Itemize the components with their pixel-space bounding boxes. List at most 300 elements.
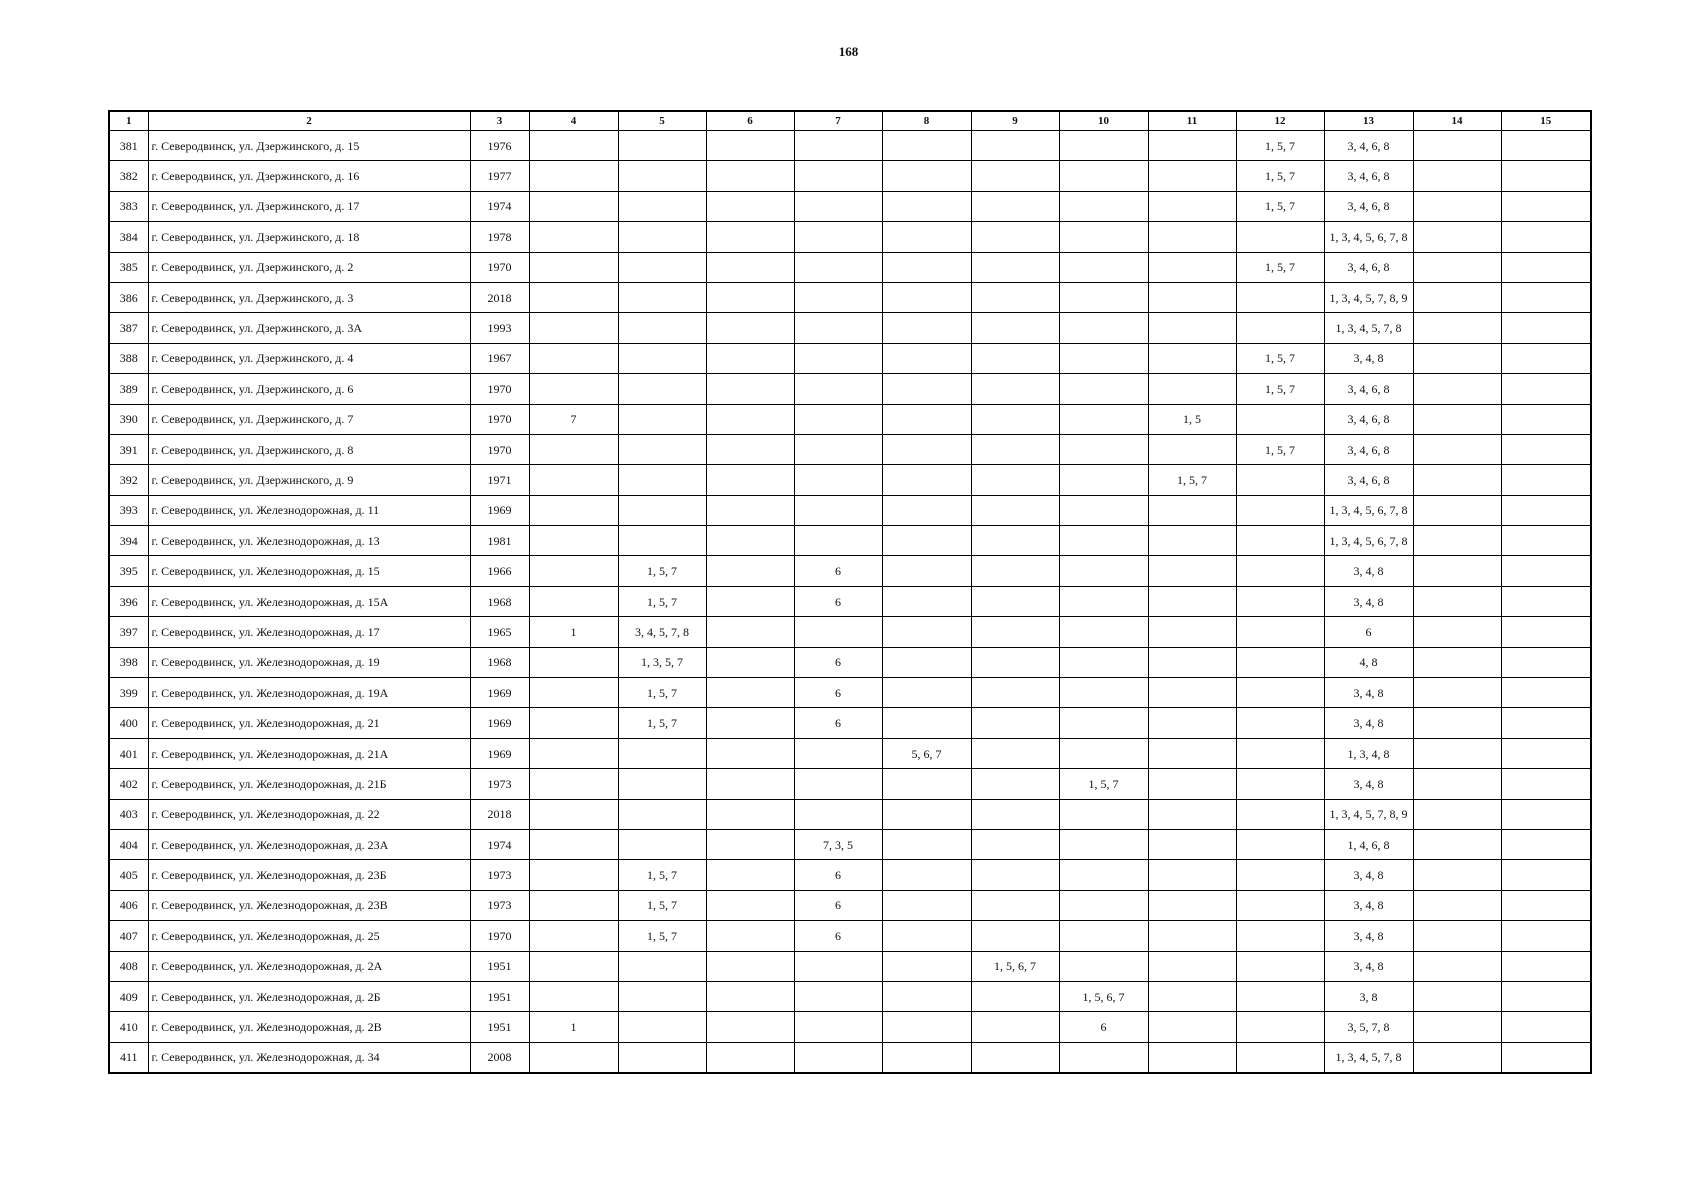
- table-row: [109, 434, 1591, 464]
- address-cell: г. Северодвинск, ул. Железнодорожная, д. 21А: [148, 738, 470, 768]
- col-15-cell: [1501, 404, 1591, 434]
- col-9-cell: [971, 282, 1059, 312]
- col-10-cell: [1059, 586, 1148, 616]
- address-cell: г. Северодвинск, ул. Дзержинского, д. 18: [148, 222, 470, 252]
- col-15-cell: [1501, 495, 1591, 525]
- row-number-cell: 400: [109, 708, 148, 738]
- table-row: [109, 586, 1591, 616]
- header-cell-col-1: 1: [109, 111, 148, 131]
- col-5-cell: 1, 3, 5, 7: [618, 647, 706, 677]
- col-6-cell: [706, 343, 794, 373]
- col-10-cell: [1059, 829, 1148, 859]
- col-10-cell: [1059, 890, 1148, 920]
- col-11-cell: 1, 5: [1148, 404, 1236, 434]
- row-number-cell: 399: [109, 678, 148, 708]
- col-7-cell: 6: [794, 556, 882, 586]
- col-4-cell: [529, 1042, 618, 1073]
- col-13-cell: 1, 3, 4, 5, 6, 7, 8: [1324, 495, 1413, 525]
- col-14-cell: [1413, 434, 1501, 464]
- col-15-cell: [1501, 434, 1591, 464]
- col-4-cell: [529, 465, 618, 495]
- table-row: [109, 313, 1591, 343]
- col-4-cell: [529, 374, 618, 404]
- year-cell: 1967: [470, 343, 529, 373]
- col-15-cell: [1501, 921, 1591, 951]
- col-8-cell: [882, 708, 971, 738]
- year-cell: 2018: [470, 799, 529, 829]
- col-10-cell: [1059, 495, 1148, 525]
- col-13-cell: 3, 4, 6, 8: [1324, 131, 1413, 161]
- col-7-cell: [794, 526, 882, 556]
- header-cell-col-10: 10: [1059, 111, 1148, 131]
- col-9-cell: [971, 769, 1059, 799]
- col-9-cell: [971, 434, 1059, 464]
- col-8-cell: [882, 526, 971, 556]
- col-10-cell: [1059, 313, 1148, 343]
- table-row: [109, 282, 1591, 312]
- col-12-cell: [1236, 890, 1324, 920]
- col-9-cell: [971, 678, 1059, 708]
- col-15-cell: [1501, 769, 1591, 799]
- col-8-cell: [882, 1012, 971, 1042]
- col-13-cell: 3, 4, 6, 8: [1324, 465, 1413, 495]
- header-cell-col-12: 12: [1236, 111, 1324, 131]
- col-7-cell: [794, 1012, 882, 1042]
- register-table: [108, 110, 1592, 1074]
- col-10-cell: [1059, 921, 1148, 951]
- row-number-cell: 383: [109, 191, 148, 221]
- col-15-cell: [1501, 526, 1591, 556]
- col-13-cell: 3, 4, 6, 8: [1324, 161, 1413, 191]
- col-6-cell: [706, 860, 794, 890]
- col-6-cell: [706, 586, 794, 616]
- col-5-cell: [618, 252, 706, 282]
- year-cell: 1976: [470, 131, 529, 161]
- col-13-cell: 3, 4, 6, 8: [1324, 252, 1413, 282]
- col-15-cell: [1501, 860, 1591, 890]
- col-10-cell: [1059, 161, 1148, 191]
- col-5-cell: [618, 769, 706, 799]
- col-8-cell: 5, 6, 7: [882, 738, 971, 768]
- year-cell: 1951: [470, 981, 529, 1011]
- col-13-cell: 3, 4, 8: [1324, 860, 1413, 890]
- col-6-cell: [706, 465, 794, 495]
- col-9-cell: [971, 343, 1059, 373]
- row-number-cell: 385: [109, 252, 148, 282]
- col-12-cell: [1236, 526, 1324, 556]
- table-row: [109, 921, 1591, 951]
- year-cell: 1981: [470, 526, 529, 556]
- col-14-cell: [1413, 404, 1501, 434]
- row-number-cell: 410: [109, 1012, 148, 1042]
- col-11-cell: [1148, 161, 1236, 191]
- address-cell: г. Северодвинск, ул. Дзержинского, д. 6: [148, 374, 470, 404]
- col-5-cell: 1, 5, 7: [618, 860, 706, 890]
- header-cell-col-7: 7: [794, 111, 882, 131]
- col-6-cell: [706, 495, 794, 525]
- col-7-cell: [794, 799, 882, 829]
- col-6-cell: [706, 799, 794, 829]
- table-row: [109, 374, 1591, 404]
- col-12-cell: [1236, 465, 1324, 495]
- col-7-cell: 6: [794, 586, 882, 616]
- col-14-cell: [1413, 252, 1501, 282]
- col-11-cell: [1148, 313, 1236, 343]
- address-cell: г. Северодвинск, ул. Дзержинского, д. 7: [148, 404, 470, 434]
- col-7-cell: 6: [794, 921, 882, 951]
- col-11-cell: [1148, 586, 1236, 616]
- col-12-cell: [1236, 282, 1324, 312]
- col-14-cell: [1413, 951, 1501, 981]
- col-8-cell: [882, 495, 971, 525]
- col-13-cell: 3, 4, 6, 8: [1324, 374, 1413, 404]
- row-number-cell: 386: [109, 282, 148, 312]
- col-7-cell: [794, 191, 882, 221]
- col-5-cell: 1, 5, 7: [618, 890, 706, 920]
- col-9-cell: [971, 191, 1059, 221]
- col-10-cell: [1059, 738, 1148, 768]
- address-cell: г. Северодвинск, ул. Железнодорожная, д. 2В: [148, 1012, 470, 1042]
- col-6-cell: [706, 434, 794, 464]
- col-4-cell: 1: [529, 617, 618, 647]
- table-row: [109, 191, 1591, 221]
- col-6-cell: [706, 647, 794, 677]
- col-6-cell: [706, 769, 794, 799]
- address-cell: г. Северодвинск, ул. Дзержинского, д. 9: [148, 465, 470, 495]
- col-15-cell: [1501, 1012, 1591, 1042]
- col-14-cell: [1413, 708, 1501, 738]
- col-12-cell: 1, 5, 7: [1236, 191, 1324, 221]
- col-14-cell: [1413, 191, 1501, 221]
- col-12-cell: [1236, 829, 1324, 859]
- col-15-cell: [1501, 951, 1591, 981]
- col-4-cell: [529, 921, 618, 951]
- address-cell: г. Северодвинск, ул. Железнодорожная, д. 13: [148, 526, 470, 556]
- table-row: [109, 161, 1591, 191]
- col-8-cell: [882, 981, 971, 1011]
- col-4-cell: [529, 708, 618, 738]
- year-cell: 1969: [470, 678, 529, 708]
- col-4-cell: [529, 222, 618, 252]
- col-15-cell: [1501, 191, 1591, 221]
- col-13-cell: 1, 3, 4, 5, 7, 8: [1324, 313, 1413, 343]
- row-number-cell: 381: [109, 131, 148, 161]
- col-14-cell: [1413, 678, 1501, 708]
- col-15-cell: [1501, 374, 1591, 404]
- col-14-cell: [1413, 282, 1501, 312]
- col-15-cell: [1501, 1042, 1591, 1073]
- col-4-cell: [529, 678, 618, 708]
- col-14-cell: [1413, 343, 1501, 373]
- col-14-cell: [1413, 647, 1501, 677]
- col-8-cell: [882, 921, 971, 951]
- col-6-cell: [706, 1042, 794, 1073]
- col-4-cell: [529, 313, 618, 343]
- col-14-cell: [1413, 860, 1501, 890]
- table-body: [109, 131, 1591, 1074]
- col-8-cell: [882, 313, 971, 343]
- row-number-cell: 391: [109, 434, 148, 464]
- col-7-cell: 6: [794, 860, 882, 890]
- col-8-cell: [882, 556, 971, 586]
- year-cell: 1968: [470, 647, 529, 677]
- col-12-cell: 1, 5, 7: [1236, 252, 1324, 282]
- col-10-cell: [1059, 404, 1148, 434]
- col-4-cell: [529, 860, 618, 890]
- col-5-cell: [618, 526, 706, 556]
- col-4-cell: [529, 981, 618, 1011]
- col-13-cell: 3, 4, 8: [1324, 343, 1413, 373]
- col-10-cell: [1059, 131, 1148, 161]
- address-cell: г. Северодвинск, ул. Железнодорожная, д. 19: [148, 647, 470, 677]
- year-cell: 1973: [470, 890, 529, 920]
- col-6-cell: [706, 981, 794, 1011]
- col-8-cell: [882, 343, 971, 373]
- col-7-cell: [794, 434, 882, 464]
- address-cell: г. Северодвинск, ул. Дзержинского, д. 4: [148, 343, 470, 373]
- row-number-cell: 384: [109, 222, 148, 252]
- year-cell: 1951: [470, 951, 529, 981]
- year-cell: 1970: [470, 434, 529, 464]
- col-5-cell: [618, 131, 706, 161]
- col-11-cell: [1148, 769, 1236, 799]
- col-12-cell: [1236, 738, 1324, 768]
- row-number-cell: 387: [109, 313, 148, 343]
- address-cell: г. Северодвинск, ул. Железнодорожная, д. 2Б: [148, 981, 470, 1011]
- col-14-cell: [1413, 495, 1501, 525]
- table-row: [109, 1012, 1591, 1042]
- col-14-cell: [1413, 465, 1501, 495]
- col-12-cell: [1236, 495, 1324, 525]
- address-cell: г. Северодвинск, ул. Дзержинского, д. 3А: [148, 313, 470, 343]
- col-7-cell: [794, 1042, 882, 1073]
- col-14-cell: [1413, 769, 1501, 799]
- col-15-cell: [1501, 586, 1591, 616]
- address-cell: г. Северодвинск, ул. Дзержинского, д. 16: [148, 161, 470, 191]
- col-9-cell: [971, 404, 1059, 434]
- col-14-cell: [1413, 981, 1501, 1011]
- address-cell: г. Северодвинск, ул. Дзержинского, д. 3: [148, 282, 470, 312]
- col-5-cell: [618, 404, 706, 434]
- year-cell: 1970: [470, 374, 529, 404]
- year-cell: 1969: [470, 708, 529, 738]
- col-5-cell: [618, 161, 706, 191]
- col-10-cell: [1059, 678, 1148, 708]
- col-11-cell: [1148, 556, 1236, 586]
- address-cell: г. Северодвинск, ул. Дзержинского, д. 17: [148, 191, 470, 221]
- col-13-cell: 1, 3, 4, 5, 7, 8: [1324, 1042, 1413, 1073]
- col-10-cell: 1, 5, 7: [1059, 769, 1148, 799]
- year-cell: 1974: [470, 829, 529, 859]
- col-8-cell: [882, 282, 971, 312]
- col-12-cell: [1236, 586, 1324, 616]
- col-13-cell: 3, 4, 8: [1324, 586, 1413, 616]
- col-5-cell: [618, 343, 706, 373]
- col-4-cell: [529, 556, 618, 586]
- header-cell-col-4: 4: [529, 111, 618, 131]
- col-11-cell: [1148, 526, 1236, 556]
- header-cell-col-15: 15: [1501, 111, 1591, 131]
- col-6-cell: [706, 526, 794, 556]
- address-cell: г. Северодвинск, ул. Железнодорожная, д. 34: [148, 1042, 470, 1073]
- table-row: [109, 556, 1591, 586]
- col-12-cell: 1, 5, 7: [1236, 343, 1324, 373]
- col-7-cell: [794, 769, 882, 799]
- col-9-cell: [971, 617, 1059, 647]
- year-cell: 2018: [470, 282, 529, 312]
- col-8-cell: [882, 374, 971, 404]
- col-14-cell: [1413, 1012, 1501, 1042]
- col-11-cell: [1148, 434, 1236, 464]
- col-4-cell: [529, 343, 618, 373]
- col-5-cell: [618, 1042, 706, 1073]
- col-13-cell: 3, 4, 6, 8: [1324, 434, 1413, 464]
- col-5-cell: [618, 222, 706, 252]
- table-row: [109, 617, 1591, 647]
- row-number-cell: 397: [109, 617, 148, 647]
- row-number-cell: 402: [109, 769, 148, 799]
- col-7-cell: [794, 951, 882, 981]
- col-9-cell: [971, 131, 1059, 161]
- col-8-cell: [882, 191, 971, 221]
- row-number-cell: 404: [109, 829, 148, 859]
- col-10-cell: [1059, 951, 1148, 981]
- year-cell: 1951: [470, 1012, 529, 1042]
- row-number-cell: 388: [109, 343, 148, 373]
- year-cell: 1970: [470, 921, 529, 951]
- col-13-cell: 3, 5, 7, 8: [1324, 1012, 1413, 1042]
- year-cell: 1970: [470, 404, 529, 434]
- year-cell: 1969: [470, 495, 529, 525]
- year-cell: 1977: [470, 161, 529, 191]
- col-6-cell: [706, 556, 794, 586]
- col-15-cell: [1501, 617, 1591, 647]
- col-9-cell: [971, 921, 1059, 951]
- col-9-cell: [971, 860, 1059, 890]
- header-cell-col-9: 9: [971, 111, 1059, 131]
- row-number-cell: 392: [109, 465, 148, 495]
- col-13-cell: 4, 8: [1324, 647, 1413, 677]
- col-7-cell: [794, 131, 882, 161]
- col-7-cell: 7, 3, 5: [794, 829, 882, 859]
- col-12-cell: [1236, 981, 1324, 1011]
- col-8-cell: [882, 829, 971, 859]
- col-11-cell: [1148, 678, 1236, 708]
- col-7-cell: [794, 252, 882, 282]
- table-row: [109, 799, 1591, 829]
- col-8-cell: [882, 222, 971, 252]
- col-5-cell: [618, 282, 706, 312]
- col-10-cell: [1059, 191, 1148, 221]
- col-13-cell: 1, 3, 4, 5, 7, 8, 9: [1324, 799, 1413, 829]
- row-number-cell: 409: [109, 981, 148, 1011]
- col-10-cell: 6: [1059, 1012, 1148, 1042]
- col-7-cell: [794, 495, 882, 525]
- col-5-cell: [618, 434, 706, 464]
- col-12-cell: 1, 5, 7: [1236, 161, 1324, 191]
- col-4-cell: [529, 161, 618, 191]
- col-11-cell: [1148, 374, 1236, 404]
- table-row: [109, 708, 1591, 738]
- col-10-cell: [1059, 465, 1148, 495]
- col-4-cell: [529, 829, 618, 859]
- col-9-cell: [971, 738, 1059, 768]
- year-cell: 2008: [470, 1042, 529, 1073]
- col-7-cell: [794, 161, 882, 191]
- col-12-cell: [1236, 1012, 1324, 1042]
- col-14-cell: [1413, 921, 1501, 951]
- col-10-cell: [1059, 282, 1148, 312]
- col-4-cell: [529, 191, 618, 221]
- address-cell: г. Северодвинск, ул. Железнодорожная, д. 15: [148, 556, 470, 586]
- table-row: [109, 738, 1591, 768]
- col-5-cell: [618, 374, 706, 404]
- col-11-cell: [1148, 131, 1236, 161]
- table-row: [109, 131, 1591, 161]
- col-14-cell: [1413, 890, 1501, 920]
- row-number-cell: 408: [109, 951, 148, 981]
- col-15-cell: [1501, 161, 1591, 191]
- header-cell-col-14: 14: [1413, 111, 1501, 131]
- row-number-cell: 406: [109, 890, 148, 920]
- col-6-cell: [706, 404, 794, 434]
- col-10-cell: [1059, 617, 1148, 647]
- col-9-cell: [971, 586, 1059, 616]
- table-row: [109, 829, 1591, 859]
- row-number-cell: 398: [109, 647, 148, 677]
- col-11-cell: [1148, 981, 1236, 1011]
- header-cell-col-8: 8: [882, 111, 971, 131]
- header-cell-col-6: 6: [706, 111, 794, 131]
- col-14-cell: [1413, 1042, 1501, 1073]
- address-cell: г. Северодвинск, ул. Железнодорожная, д. 25: [148, 921, 470, 951]
- col-4-cell: [529, 951, 618, 981]
- col-5-cell: [618, 981, 706, 1011]
- col-10-cell: [1059, 434, 1148, 464]
- col-11-cell: [1148, 1012, 1236, 1042]
- col-11-cell: [1148, 799, 1236, 829]
- year-cell: 1968: [470, 586, 529, 616]
- col-10-cell: [1059, 222, 1148, 252]
- address-cell: г. Северодвинск, ул. Железнодорожная, д. 17: [148, 617, 470, 647]
- col-9-cell: [971, 1042, 1059, 1073]
- col-14-cell: [1413, 586, 1501, 616]
- col-15-cell: [1501, 829, 1591, 859]
- col-7-cell: [794, 343, 882, 373]
- col-5-cell: [618, 495, 706, 525]
- col-12-cell: [1236, 617, 1324, 647]
- address-cell: г. Северодвинск, ул. Железнодорожная, д. 19А: [148, 678, 470, 708]
- col-15-cell: [1501, 890, 1591, 920]
- year-cell: 1966: [470, 556, 529, 586]
- address-cell: г. Северодвинск, ул. Железнодорожная, д. 22: [148, 799, 470, 829]
- col-6-cell: [706, 921, 794, 951]
- col-13-cell: 1, 3, 4, 8: [1324, 738, 1413, 768]
- col-15-cell: [1501, 131, 1591, 161]
- col-11-cell: [1148, 343, 1236, 373]
- col-13-cell: 3, 4, 8: [1324, 890, 1413, 920]
- col-6-cell: [706, 829, 794, 859]
- address-cell: г. Северодвинск, ул. Железнодорожная, д. 21Б: [148, 769, 470, 799]
- col-15-cell: [1501, 647, 1591, 677]
- col-4-cell: [529, 282, 618, 312]
- address-cell: г. Северодвинск, ул. Дзержинского, д. 15: [148, 131, 470, 161]
- col-8-cell: [882, 860, 971, 890]
- address-cell: г. Северодвинск, ул. Железнодорожная, д. 15А: [148, 586, 470, 616]
- table-row: [109, 465, 1591, 495]
- col-8-cell: [882, 951, 971, 981]
- col-8-cell: [882, 769, 971, 799]
